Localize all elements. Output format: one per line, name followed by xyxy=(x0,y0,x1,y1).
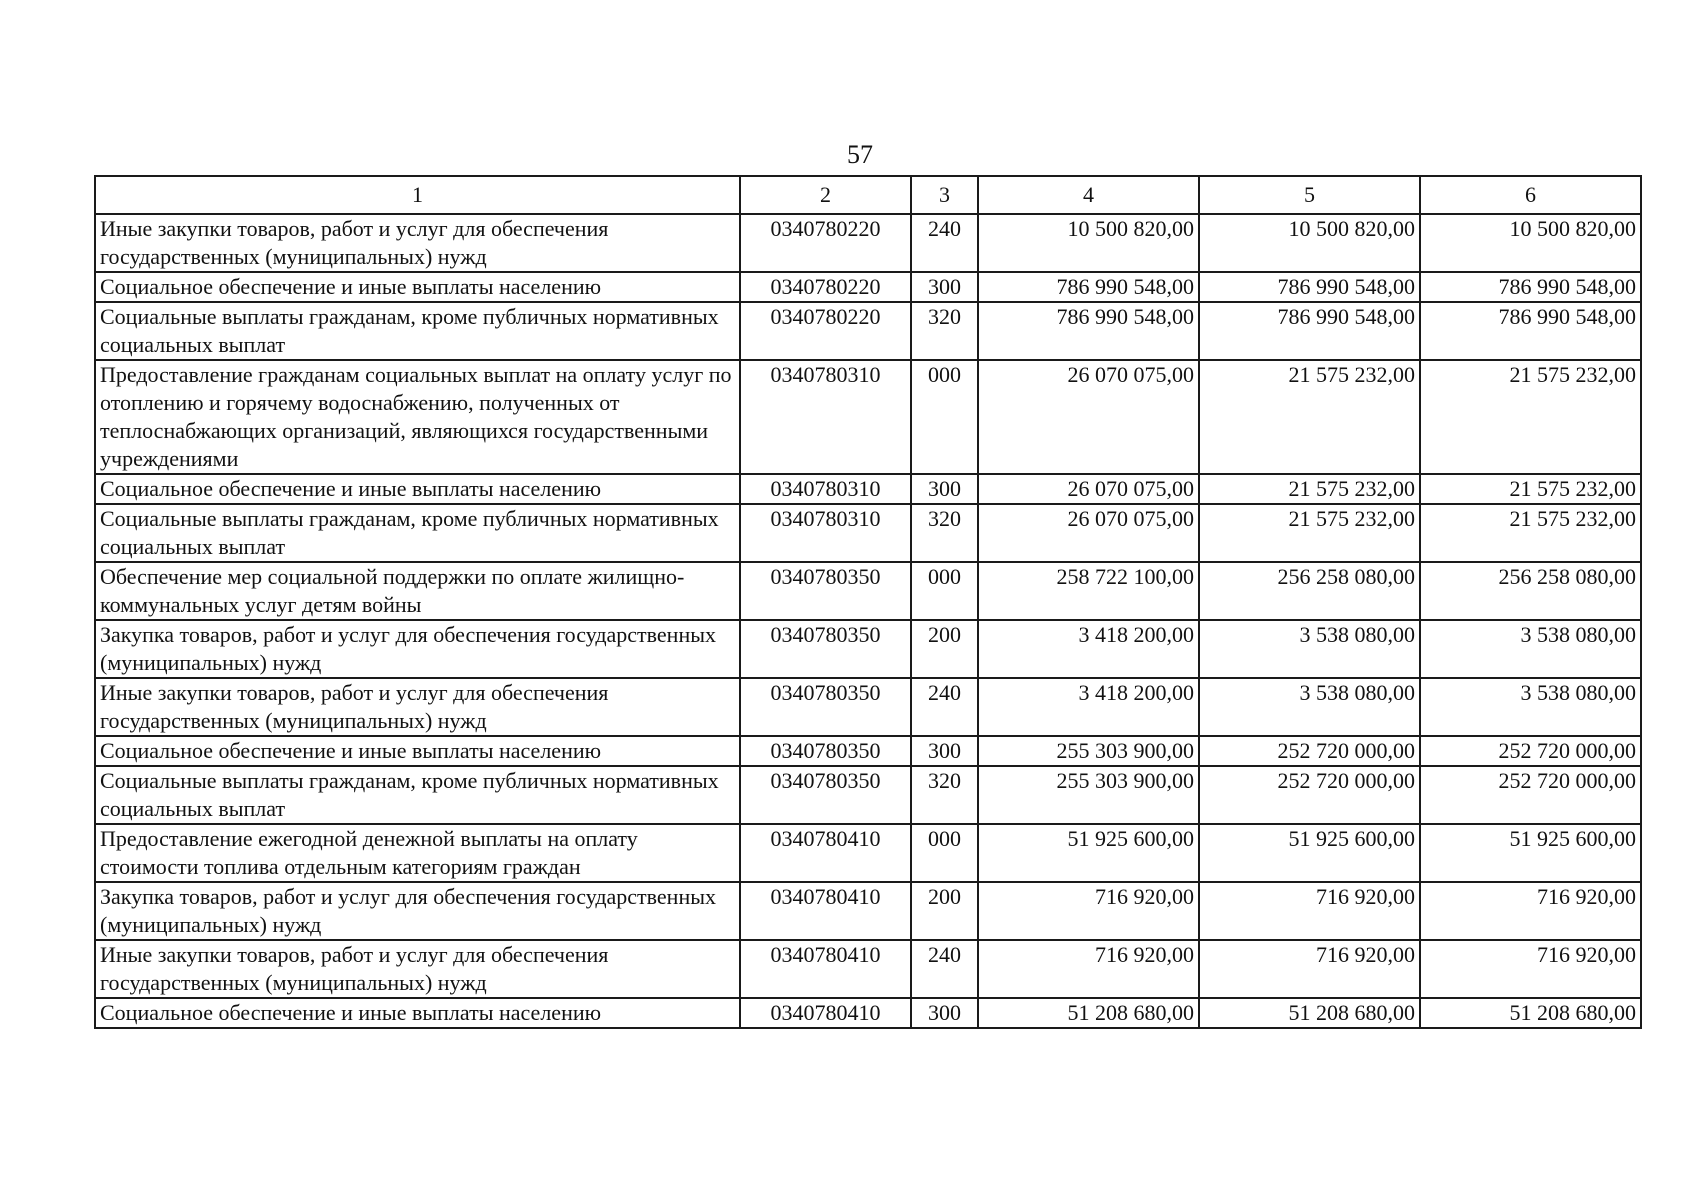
row-code: 0340780410 xyxy=(740,940,911,998)
table-row xyxy=(95,882,1641,940)
row-amount-col5: 10 500 820,00 xyxy=(1199,214,1420,272)
row-code: 0340780410 xyxy=(740,824,911,882)
header-row xyxy=(95,176,1641,214)
row-amount-col6: 786 990 548,00 xyxy=(1420,302,1641,360)
row-code: 0340780220 xyxy=(740,272,911,302)
row-code: 0340780220 xyxy=(740,214,911,272)
row-kvr: 320 xyxy=(911,302,978,360)
row-amount-col5: 716 920,00 xyxy=(1199,882,1420,940)
row-amount-col4: 3 418 200,00 xyxy=(978,620,1199,678)
row-kvr: 320 xyxy=(911,504,978,562)
row-amount-col4: 786 990 548,00 xyxy=(978,302,1199,360)
row-kvr: 240 xyxy=(911,678,978,736)
row-code: 0340780410 xyxy=(740,998,911,1028)
row-amount-col4: 26 070 075,00 xyxy=(978,504,1199,562)
row-amount-col6: 21 575 232,00 xyxy=(1420,360,1641,474)
row-kvr: 300 xyxy=(911,736,978,766)
row-name: Предоставление гражданам социальных выплат на оплату услуг по отоплению и горячему водоснабжению, полученных от теплоснабжающих организаций, являющихся государственными учреждениями xyxy=(95,360,740,474)
row-kvr: 000 xyxy=(911,562,978,620)
row-code: 0340780310 xyxy=(740,504,911,562)
row-name: Обеспечение мер социальной поддержки по оплате жилищно-коммунальных услуг детям войны xyxy=(95,562,740,620)
column-header-3: 3 xyxy=(911,176,978,214)
row-amount-col6: 252 720 000,00 xyxy=(1420,736,1641,766)
row-amount-col6: 252 720 000,00 xyxy=(1420,766,1641,824)
row-name: Социальное обеспечение и иные выплаты населению xyxy=(95,272,740,302)
row-code: 0340780220 xyxy=(740,302,911,360)
row-amount-col4: 26 070 075,00 xyxy=(978,474,1199,504)
row-kvr: 240 xyxy=(911,940,978,998)
row-code: 0340780350 xyxy=(740,620,911,678)
budget-table xyxy=(94,175,1642,1029)
row-name: Иные закупки товаров, работ и услуг для обеспечения государственных (муниципальных) нужд xyxy=(95,940,740,998)
row-amount-col5: 786 990 548,00 xyxy=(1199,272,1420,302)
row-kvr: 320 xyxy=(911,766,978,824)
row-name: Социальные выплаты гражданам, кроме публичных нормативных социальных выплат xyxy=(95,504,740,562)
table-row xyxy=(95,940,1641,998)
row-amount-col4: 51 925 600,00 xyxy=(978,824,1199,882)
row-amount-col5: 256 258 080,00 xyxy=(1199,562,1420,620)
table-row xyxy=(95,766,1641,824)
column-header-1: 1 xyxy=(95,176,740,214)
row-amount-col4: 255 303 900,00 xyxy=(978,736,1199,766)
column-header-6: 6 xyxy=(1420,176,1641,214)
row-kvr: 240 xyxy=(911,214,978,272)
row-amount-col6: 51 925 600,00 xyxy=(1420,824,1641,882)
row-amount-col6: 3 538 080,00 xyxy=(1420,678,1641,736)
column-header-2: 2 xyxy=(740,176,911,214)
row-name: Иные закупки товаров, работ и услуг для обеспечения государственных (муниципальных) нужд xyxy=(95,678,740,736)
row-code: 0340780350 xyxy=(740,562,911,620)
row-amount-col4: 716 920,00 xyxy=(978,882,1199,940)
row-amount-col5: 21 575 232,00 xyxy=(1199,504,1420,562)
row-name: Социальное обеспечение и иные выплаты населению xyxy=(95,998,740,1028)
table-row xyxy=(95,302,1641,360)
row-kvr: 300 xyxy=(911,474,978,504)
row-amount-col5: 21 575 232,00 xyxy=(1199,360,1420,474)
row-amount-col5: 51 925 600,00 xyxy=(1199,824,1420,882)
table-row xyxy=(95,272,1641,302)
row-name: Иные закупки товаров, работ и услуг для обеспечения государственных (муниципальных) нужд xyxy=(95,214,740,272)
row-code: 0340780310 xyxy=(740,360,911,474)
row-kvr: 200 xyxy=(911,882,978,940)
row-amount-col6: 10 500 820,00 xyxy=(1420,214,1641,272)
table-row xyxy=(95,360,1641,474)
row-code: 0340780410 xyxy=(740,882,911,940)
row-code: 0340780350 xyxy=(740,736,911,766)
column-header-4: 4 xyxy=(978,176,1199,214)
row-amount-col5: 3 538 080,00 xyxy=(1199,620,1420,678)
row-amount-col4: 26 070 075,00 xyxy=(978,360,1199,474)
table-row xyxy=(95,214,1641,272)
row-amount-col6: 716 920,00 xyxy=(1420,940,1641,998)
row-name: Социальное обеспечение и иные выплаты населению xyxy=(95,474,740,504)
row-name: Социальное обеспечение и иные выплаты населению xyxy=(95,736,740,766)
column-header-5: 5 xyxy=(1199,176,1420,214)
row-amount-col6: 51 208 680,00 xyxy=(1420,998,1641,1028)
table-row xyxy=(95,504,1641,562)
row-amount-col5: 252 720 000,00 xyxy=(1199,766,1420,824)
table-row xyxy=(95,474,1641,504)
row-amount-col5: 21 575 232,00 xyxy=(1199,474,1420,504)
row-amount-col4: 10 500 820,00 xyxy=(978,214,1199,272)
row-kvr: 000 xyxy=(911,360,978,474)
row-amount-col6: 21 575 232,00 xyxy=(1420,474,1641,504)
row-amount-col5: 716 920,00 xyxy=(1199,940,1420,998)
row-amount-col6: 716 920,00 xyxy=(1420,882,1641,940)
page-number: 57 xyxy=(847,140,873,169)
row-amount-col6: 786 990 548,00 xyxy=(1420,272,1641,302)
table-row xyxy=(95,824,1641,882)
table-row xyxy=(95,562,1641,620)
row-name: Закупка товаров, работ и услуг для обеспечения государственных (муниципальных) нужд xyxy=(95,882,740,940)
row-amount-col4: 51 208 680,00 xyxy=(978,998,1199,1028)
table-row xyxy=(95,736,1641,766)
row-name: Предоставление ежегодной денежной выплаты на оплату стоимости топлива отдельным категориям граждан xyxy=(95,824,740,882)
row-amount-col4: 716 920,00 xyxy=(978,940,1199,998)
row-kvr: 200 xyxy=(911,620,978,678)
row-amount-col6: 21 575 232,00 xyxy=(1420,504,1641,562)
row-name: Социальные выплаты гражданам, кроме публичных нормативных социальных выплат xyxy=(95,302,740,360)
row-amount-col5: 3 538 080,00 xyxy=(1199,678,1420,736)
row-amount-col4: 3 418 200,00 xyxy=(978,678,1199,736)
table-row xyxy=(95,998,1641,1028)
row-code: 0340780310 xyxy=(740,474,911,504)
row-kvr: 300 xyxy=(911,272,978,302)
row-name: Закупка товаров, работ и услуг для обеспечения государственных (муниципальных) нужд xyxy=(95,620,740,678)
table-row xyxy=(95,678,1641,736)
row-amount-col4: 258 722 100,00 xyxy=(978,562,1199,620)
row-amount-col6: 3 538 080,00 xyxy=(1420,620,1641,678)
row-code: 0340780350 xyxy=(740,766,911,824)
row-amount-col5: 252 720 000,00 xyxy=(1199,736,1420,766)
row-kvr: 000 xyxy=(911,824,978,882)
row-amount-col4: 786 990 548,00 xyxy=(978,272,1199,302)
row-amount-col4: 255 303 900,00 xyxy=(978,766,1199,824)
row-amount-col5: 786 990 548,00 xyxy=(1199,302,1420,360)
row-name: Социальные выплаты гражданам, кроме публичных нормативных социальных выплат xyxy=(95,766,740,824)
row-amount-col6: 256 258 080,00 xyxy=(1420,562,1641,620)
row-kvr: 300 xyxy=(911,998,978,1028)
row-code: 0340780350 xyxy=(740,678,911,736)
table-row xyxy=(95,620,1641,678)
row-amount-col5: 51 208 680,00 xyxy=(1199,998,1420,1028)
